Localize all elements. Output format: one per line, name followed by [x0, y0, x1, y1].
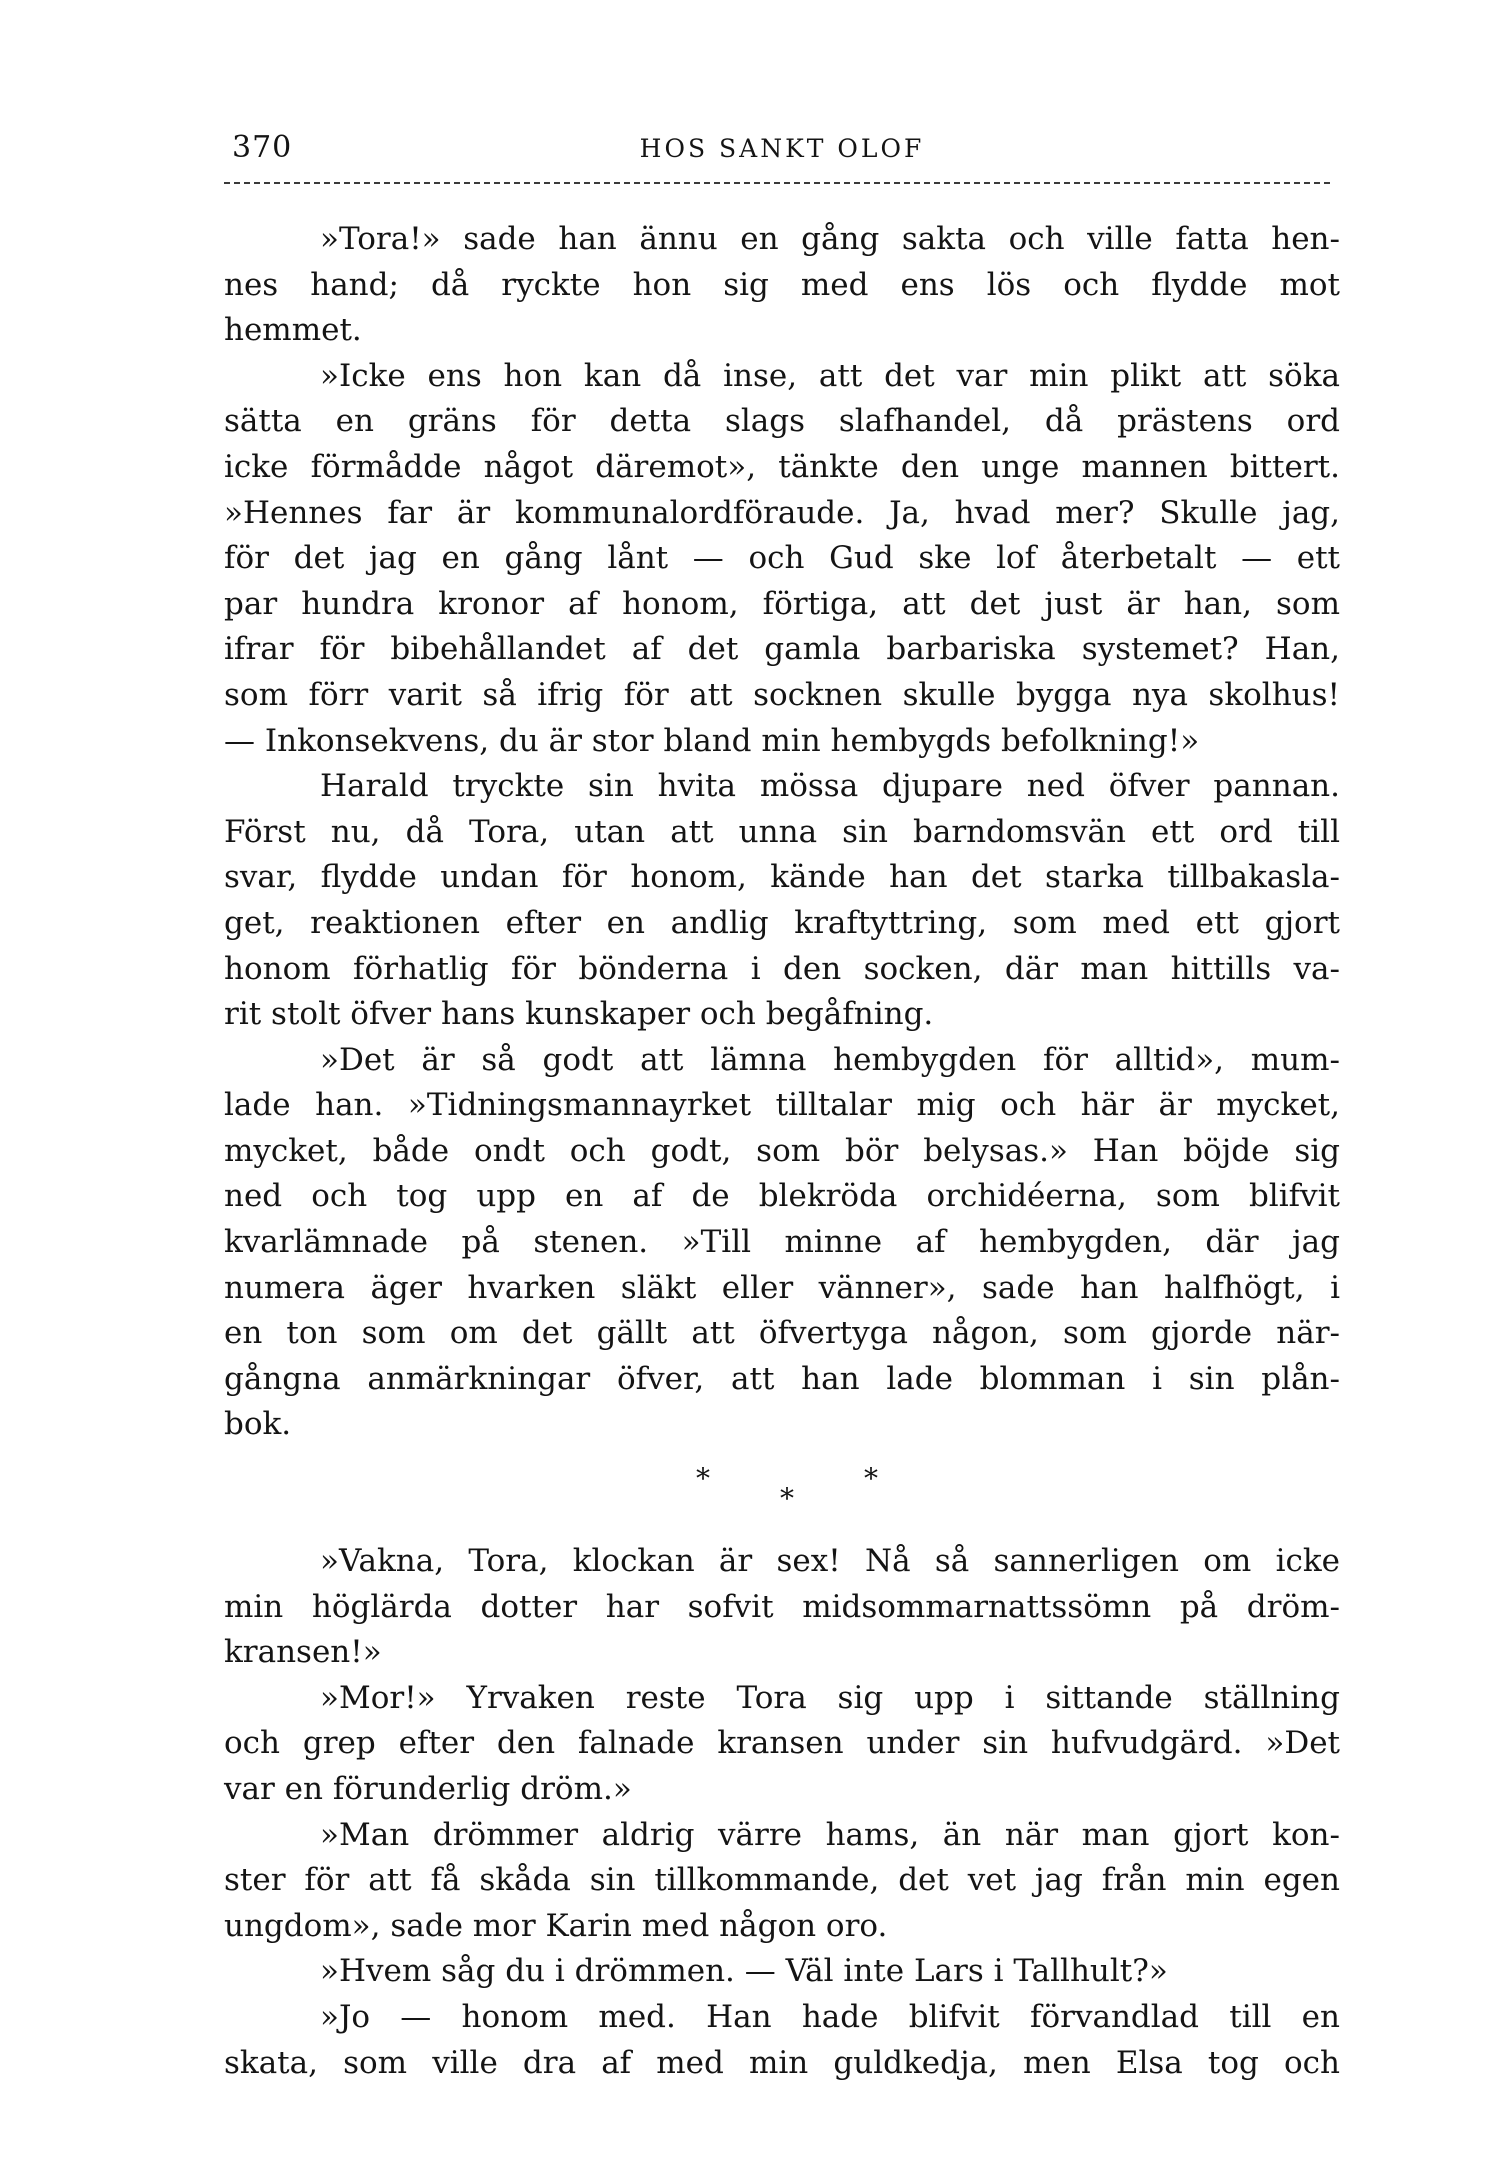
text-line: kransen!»: [224, 1634, 382, 1671]
text-line: nes hand; då ryckte hon sig med ens lös och flydde mot: [224, 266, 1340, 303]
text-line: en ton som om det gällt att öfvertyga någon, som gjorde när-: [224, 1315, 1340, 1352]
text-line: ifrar för bibehållandet af det gamla barbariska systemet? Han,: [224, 631, 1340, 668]
paragraph: [224, 1813, 1340, 1950]
text-line: Först nu, då Tora, utan att unna sin barndomsvän ett ord till: [224, 813, 1340, 850]
text-line: var en förunderlig dröm.»: [224, 1771, 632, 1807]
text-line: »Vakna, Tora, klockan är sex! Nå så sannerligen om icke: [320, 1543, 1340, 1580]
text-line: par hundra kronor af honom, förtiga, att det just är han, som: [224, 585, 1340, 622]
text-line: numera äger hvarken släkt eller vänner», sade han halfhögt, i: [224, 1269, 1340, 1306]
text-line: bok.: [224, 1406, 292, 1443]
section-break-asterism: [224, 1448, 1340, 1539]
paragraph: [224, 764, 1340, 1038]
header-rule: [224, 182, 1330, 184]
paragraph: [224, 1995, 1340, 2086]
text-line: lade han. »Tidningsmannayrket tilltalar mig och här är mycket,: [224, 1087, 1340, 1124]
asterisk: *: [696, 1462, 710, 1496]
paragraph: [224, 1676, 1340, 1813]
text-line: och grep efter den falnade kransen under sin hufvudgärd. »Det: [224, 1725, 1340, 1762]
text-line: get, reaktionen efter en andlig kraftyttring, som med ett gjort: [224, 904, 1340, 941]
page-number: 370: [232, 130, 293, 165]
text-line: »Mor!» Yrvaken reste Tora sig upp i sittande ställning: [320, 1679, 1340, 1716]
text-line: »Det är så godt att lämna hembygden för alltid», mum-: [320, 1041, 1340, 1078]
text-line: »Hvem såg du i drömmen. — Väl inte Lars i Tallhult?»: [320, 1953, 1168, 1990]
paragraph: [224, 217, 1340, 354]
paragraph: [224, 354, 1340, 764]
text-line: »Icke ens hon kan då inse, att det var min plikt att söka: [320, 357, 1340, 394]
running-head: HOS SANKT OLOF: [639, 134, 925, 163]
text-line: — Inkonsekvens, du är stor bland min hembygds befolkning!»: [224, 722, 1200, 759]
text-line: »Man drömmer aldrig värre hams, än när man gjort kon-: [320, 1816, 1340, 1853]
body-text: [224, 217, 1340, 2086]
text-line: Harald tryckte sin hvita mössa djupare ned öfver pannan.: [320, 768, 1340, 805]
text-line: »Tora!» sade han ännu en gång sakta och ville fatta hen-: [320, 221, 1340, 257]
text-line: ned och tog upp en af de blekröda orchidéerna, som blifvit: [224, 1178, 1340, 1215]
text-line: gångna anmärkningar öfver, att han lade blomman i sin plån-: [224, 1360, 1340, 1397]
text-line: mycket, både ondt och godt, som bör belysas.» Han böjde sig: [224, 1132, 1340, 1169]
text-line: hemmet.: [224, 312, 362, 349]
asterisk: *: [864, 1462, 878, 1496]
text-line: kvarlämnade på stenen. »Till minne af hembygden, där jag: [224, 1224, 1340, 1261]
text-line: ster för att få skåda sin tillkommande, det vet jag från min egen: [224, 1862, 1340, 1899]
text-line: »Jo — honom med. Han hade blifvit förvandlad till en: [320, 1998, 1340, 2035]
text-line: rit stolt öfver hans kunskaper och begåfning.: [224, 996, 934, 1033]
page-header: [224, 120, 1340, 170]
text-line: som förr varit så ifrig för att socknen skulle bygga nya skolhus!: [224, 676, 1340, 713]
book-page: [224, 120, 1340, 2081]
text-line: för det jag en gång lånt — och Gud ske lof återbetalt — ett: [224, 540, 1340, 577]
text-line: skata, som ville dra af med min guldkedja, men Elsa tog och: [224, 2044, 1340, 2081]
text-line: min höglärda dotter har sofvit midsommarnattssömn på dröm-: [224, 1588, 1340, 1625]
asterisk: *: [780, 1482, 794, 1516]
paragraph: [224, 1038, 1340, 1448]
text-line: sätta en gräns för detta slags slafhandel, då prästens ord: [224, 403, 1340, 440]
paragraph: [224, 1949, 1340, 1995]
text-line: »Hennes far är kommunalordföraude. Ja, hvad mer? Skulle jag,: [224, 494, 1340, 531]
paragraph: [224, 1539, 1340, 1676]
text-line: ungdom», sade mor Karin med någon oro.: [224, 1907, 888, 1944]
text-line: svar, flydde undan för honom, kände han det starka tillbakasla-: [224, 859, 1340, 896]
text-line: honom förhatlig för bönderna i den socken, där man hittills va-: [224, 950, 1340, 987]
text-line: icke förmådde något däremot», tänkte den unge mannen bittert.: [224, 448, 1340, 485]
